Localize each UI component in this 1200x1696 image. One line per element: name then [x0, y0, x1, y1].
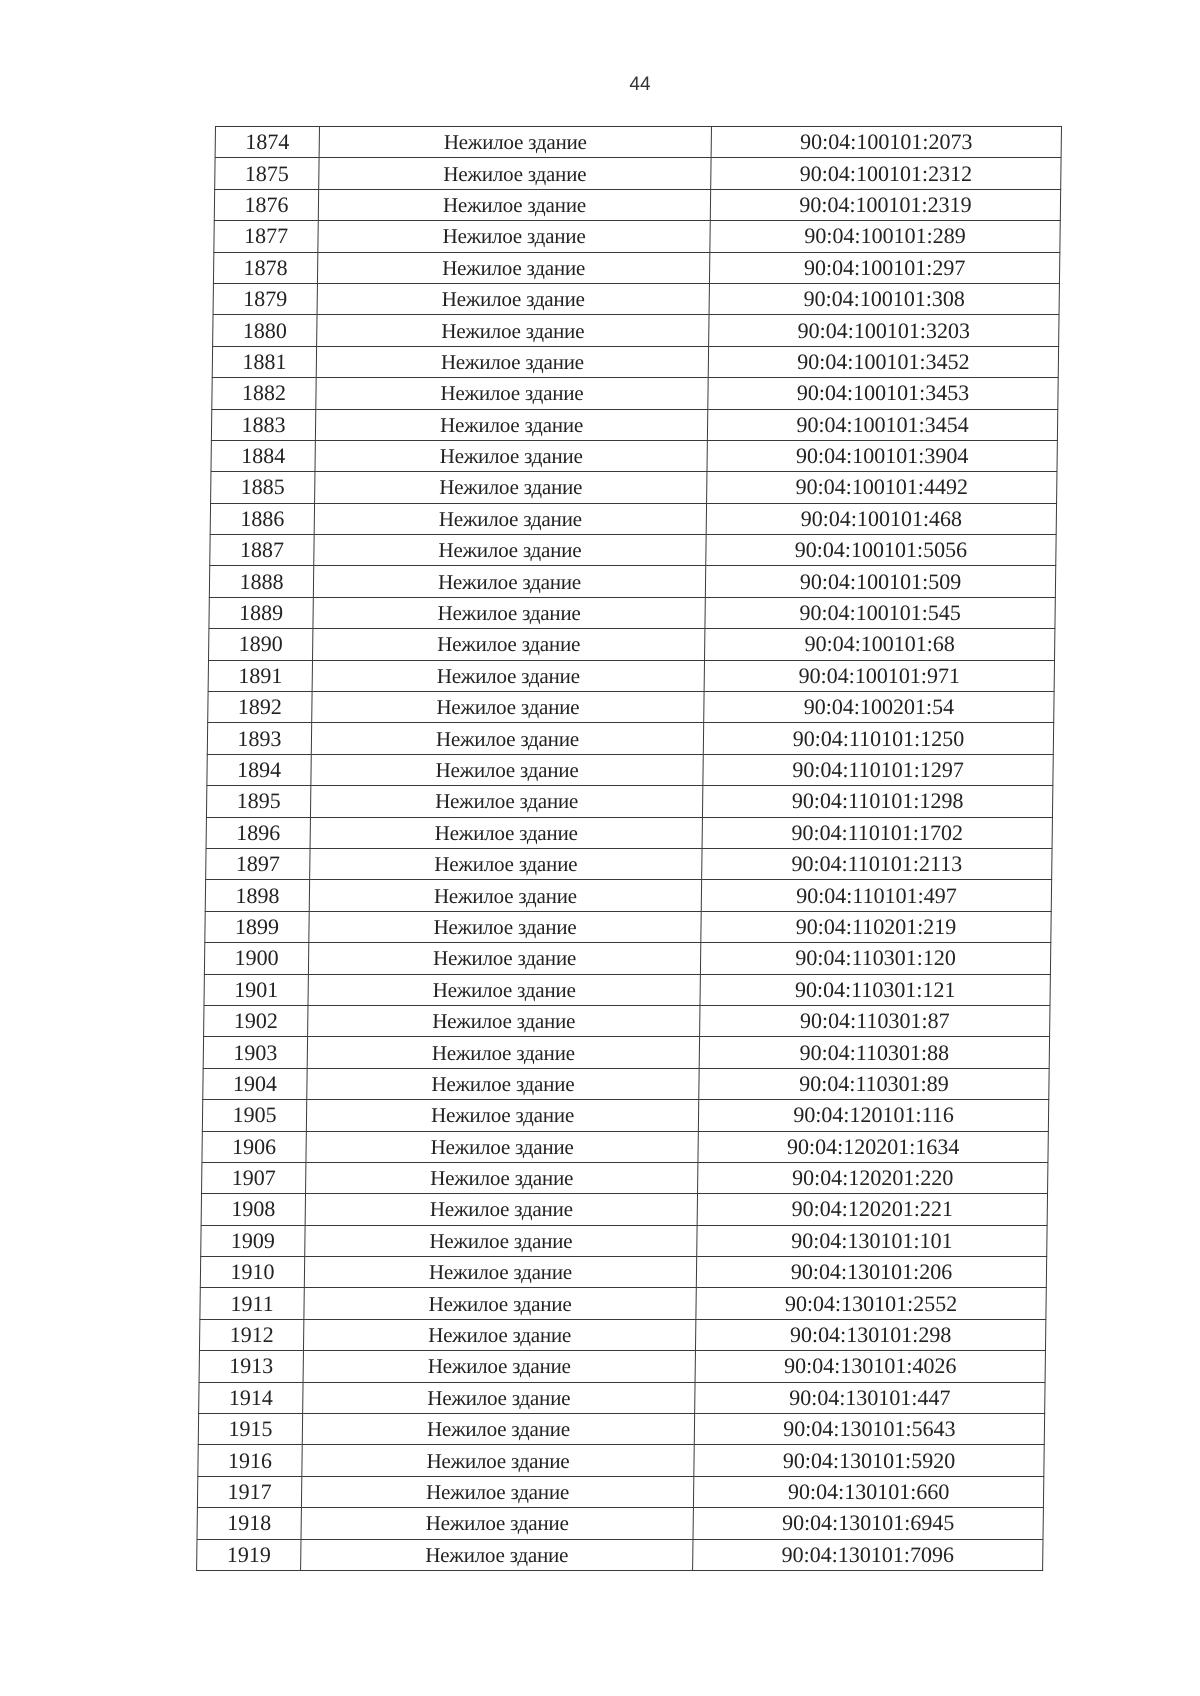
cadastral-number-cell: 90:04:100101:3454 — [707, 409, 1057, 440]
row-number-cell: 1908 — [201, 1194, 305, 1225]
row-number-cell: 1916 — [198, 1445, 302, 1476]
table-row — [208, 692, 1054, 723]
cadastral-number-cell: 90:04:100101:2312 — [711, 158, 1061, 189]
row-number-cell: 1896 — [206, 817, 310, 848]
row-number-cell: 1885 — [211, 472, 315, 503]
row-number-cell: 1892 — [208, 692, 312, 723]
cadastral-number-cell: 90:04:120201:221 — [697, 1194, 1047, 1225]
row-number-cell: 1874 — [215, 127, 319, 158]
object-type-cell: Нежилое здание — [319, 158, 711, 189]
table-row — [210, 503, 1056, 534]
row-number-cell: 1918 — [197, 1508, 301, 1539]
cadastral-number-cell: 90:04:110101:1702 — [702, 817, 1052, 848]
table-row — [211, 440, 1057, 471]
row-number-cell: 1912 — [199, 1319, 303, 1350]
table-row — [202, 1131, 1048, 1162]
cadastral-number-cell: 90:04:100101:971 — [704, 660, 1054, 691]
table-row — [205, 880, 1051, 911]
row-number-cell: 1894 — [207, 754, 311, 785]
cadastral-number-cell: 90:04:100101:289 — [710, 221, 1060, 252]
table-row — [201, 1194, 1047, 1225]
table-row — [211, 472, 1057, 503]
table-row — [199, 1351, 1045, 1382]
cadastral-number-cell: 90:04:130101:447 — [695, 1382, 1045, 1413]
object-type-cell: Нежилое здание — [310, 786, 702, 817]
table-row — [211, 409, 1057, 440]
object-type-cell: Нежилое здание — [312, 692, 704, 723]
row-number-cell: 1883 — [211, 409, 315, 440]
cadastral-number-cell: 90:04:120201:1634 — [698, 1131, 1048, 1162]
table-row — [206, 817, 1052, 848]
object-type-cell: Нежилое здание — [310, 817, 702, 848]
object-type-cell: Нежилое здание — [313, 597, 705, 628]
object-type-cell: Нежилое здание — [307, 1037, 699, 1068]
table-row — [197, 1508, 1043, 1539]
row-number-cell: 1881 — [212, 346, 316, 377]
row-number-cell: 1891 — [208, 660, 312, 691]
row-number-cell: 1893 — [207, 723, 311, 754]
cadastral-number-cell: 90:04:100101:4492 — [707, 472, 1057, 503]
table-row — [202, 1162, 1048, 1193]
cadastral-number-cell: 90:04:100201:54 — [704, 692, 1054, 723]
table-row — [199, 1319, 1045, 1350]
table-row — [212, 378, 1058, 409]
object-type-cell: Нежилое здание — [314, 535, 706, 566]
row-number-cell: 1888 — [209, 566, 313, 597]
row-number-cell: 1903 — [203, 1037, 307, 1068]
object-type-cell: Нежилое здание — [303, 1351, 695, 1382]
cadastral-number-cell: 90:04:130101:5643 — [694, 1414, 1044, 1445]
cadastral-number-cell: 90:04:130101:101 — [697, 1225, 1047, 1256]
object-type-cell: Нежилое здание — [301, 1539, 693, 1570]
table-row — [197, 1539, 1043, 1570]
cadastral-number-cell: 90:04:130101:660 — [693, 1476, 1043, 1507]
table-row — [201, 1225, 1047, 1256]
cadastral-number-cell: 90:04:100101:509 — [705, 566, 1055, 597]
table-row — [208, 660, 1054, 691]
object-type-cell: Нежилое здание — [307, 1068, 699, 1099]
table-row — [203, 1068, 1049, 1099]
object-type-cell: Нежилое здание — [313, 629, 705, 660]
row-number-cell: 1899 — [205, 911, 309, 942]
page-number: 44 — [629, 74, 651, 95]
table-row — [200, 1288, 1046, 1319]
table-row — [202, 1100, 1048, 1131]
cadastral-number-cell: 90:04:100101:5056 — [706, 535, 1056, 566]
table-row — [213, 315, 1059, 346]
property-registry-table — [196, 126, 1062, 1571]
row-number-cell: 1914 — [199, 1382, 303, 1413]
row-number-cell: 1879 — [213, 283, 317, 314]
table-row — [205, 911, 1051, 942]
row-number-cell: 1886 — [210, 503, 314, 534]
cadastral-number-cell: 90:04:100101:2319 — [710, 189, 1060, 220]
object-type-cell: Нежилое здание — [311, 723, 703, 754]
object-type-cell: Нежилое здание — [315, 440, 707, 471]
object-type-cell: Нежилое здание — [306, 1162, 698, 1193]
cadastral-number-cell: 90:04:100101:3452 — [708, 346, 1058, 377]
object-type-cell: Нежилое здание — [306, 1100, 698, 1131]
row-number-cell: 1878 — [213, 252, 317, 283]
table-row — [209, 597, 1055, 628]
cadastral-number-cell: 90:04:130101:2552 — [696, 1288, 1046, 1319]
table-row — [206, 848, 1052, 879]
cadastral-number-cell: 90:04:130101:4026 — [695, 1351, 1045, 1382]
row-number-cell: 1890 — [209, 629, 313, 660]
row-number-cell: 1907 — [202, 1162, 306, 1193]
object-type-cell: Нежилое здание — [309, 911, 701, 942]
row-number-cell: 1895 — [206, 786, 310, 817]
cadastral-number-cell: 90:04:130101:298 — [695, 1319, 1045, 1350]
row-number-cell: 1906 — [202, 1131, 306, 1162]
object-type-cell: Нежилое здание — [302, 1445, 694, 1476]
cadastral-number-cell: 90:04:100101:2073 — [711, 127, 1061, 158]
row-number-cell: 1917 — [197, 1476, 301, 1507]
table-row — [199, 1382, 1045, 1413]
object-type-cell: Нежилое здание — [317, 252, 709, 283]
cadastral-number-cell: 90:04:100101:297 — [709, 252, 1059, 283]
cadastral-number-cell: 90:04:110301:120 — [700, 943, 1050, 974]
object-type-cell: Нежилое здание — [302, 1414, 694, 1445]
row-number-cell: 1875 — [215, 158, 319, 189]
table-row — [198, 1445, 1044, 1476]
cadastral-number-cell: 90:04:110301:87 — [700, 1005, 1050, 1036]
object-type-cell: Нежилое здание — [313, 566, 705, 597]
table-row — [200, 1257, 1046, 1288]
object-type-cell: Нежилое здание — [317, 315, 709, 346]
table-row — [214, 221, 1060, 252]
cadastral-number-cell: 90:04:110201:219 — [701, 911, 1051, 942]
row-number-cell: 1909 — [201, 1225, 305, 1256]
registry-body — [197, 127, 1062, 1571]
cadastral-number-cell: 90:04:130101:5920 — [694, 1445, 1044, 1476]
object-type-cell: Нежилое здание — [318, 189, 710, 220]
object-type-cell: Нежилое здание — [310, 848, 702, 879]
cadastral-number-cell: 90:04:130101:7096 — [693, 1539, 1043, 1570]
cadastral-number-cell: 90:04:100101:468 — [706, 503, 1056, 534]
object-type-cell: Нежилое здание — [304, 1288, 696, 1319]
row-number-cell: 1910 — [200, 1257, 304, 1288]
object-type-cell: Нежилое здание — [301, 1508, 693, 1539]
cadastral-number-cell: 90:04:110301:88 — [699, 1037, 1049, 1068]
table-row — [215, 127, 1061, 158]
object-type-cell: Нежилое здание — [319, 127, 711, 158]
table-row — [214, 189, 1060, 220]
object-type-cell: Нежилое здание — [309, 880, 701, 911]
cadastral-number-cell: 90:04:130101:6945 — [693, 1508, 1043, 1539]
row-number-cell: 1889 — [209, 597, 313, 628]
row-number-cell: 1900 — [204, 943, 308, 974]
row-number-cell: 1915 — [198, 1414, 302, 1445]
object-type-cell: Нежилое здание — [301, 1476, 693, 1507]
row-number-cell: 1902 — [204, 1005, 308, 1036]
cadastral-number-cell: 90:04:100101:308 — [709, 283, 1059, 314]
cadastral-number-cell: 90:04:130101:206 — [696, 1257, 1046, 1288]
object-type-cell: Нежилое здание — [304, 1257, 696, 1288]
object-type-cell: Нежилое здание — [316, 378, 708, 409]
table-row — [204, 943, 1050, 974]
table-row — [207, 754, 1053, 785]
cadastral-number-cell: 90:04:110301:121 — [700, 974, 1050, 1005]
object-type-cell: Нежилое здание — [314, 503, 706, 534]
object-type-cell: Нежилое здание — [305, 1225, 697, 1256]
table-row — [215, 158, 1061, 189]
row-number-cell: 1913 — [199, 1351, 303, 1382]
table-row — [212, 346, 1058, 377]
cadastral-number-cell: 90:04:110101:2113 — [702, 848, 1052, 879]
table-row — [209, 629, 1055, 660]
cadastral-number-cell: 90:04:100101:3904 — [707, 440, 1057, 471]
row-number-cell: 1905 — [202, 1100, 306, 1131]
row-number-cell: 1882 — [212, 378, 316, 409]
cadastral-number-cell: 90:04:110101:1298 — [702, 786, 1052, 817]
row-number-cell: 1911 — [200, 1288, 304, 1319]
cadastral-number-cell: 90:04:100101:545 — [705, 597, 1055, 628]
row-number-cell: 1887 — [210, 535, 314, 566]
cadastral-number-cell: 90:04:100101:68 — [705, 629, 1055, 660]
object-type-cell: Нежилое здание — [303, 1382, 695, 1413]
object-type-cell: Нежилое здание — [316, 346, 708, 377]
row-number-cell: 1884 — [211, 440, 315, 471]
row-number-cell: 1898 — [205, 880, 309, 911]
table-row — [209, 566, 1055, 597]
cadastral-number-cell: 90:04:120201:220 — [698, 1162, 1048, 1193]
row-number-cell: 1904 — [203, 1068, 307, 1099]
cadastral-number-cell: 90:04:100101:3203 — [709, 315, 1059, 346]
object-type-cell: Нежилое здание — [318, 221, 710, 252]
cadastral-number-cell: 90:04:110101:1297 — [703, 754, 1053, 785]
object-type-cell: Нежилое здание — [308, 1005, 700, 1036]
table-row — [210, 535, 1056, 566]
table-row — [204, 974, 1050, 1005]
table-row — [204, 1005, 1050, 1036]
row-number-cell: 1876 — [214, 189, 318, 220]
object-type-cell: Нежилое здание — [308, 943, 700, 974]
object-type-cell: Нежилое здание — [311, 754, 703, 785]
table-row — [213, 283, 1059, 314]
table-row — [206, 786, 1052, 817]
object-type-cell: Нежилое здание — [308, 974, 700, 1005]
row-number-cell: 1919 — [197, 1539, 301, 1570]
table-row — [203, 1037, 1049, 1068]
row-number-cell: 1877 — [214, 221, 318, 252]
cadastral-number-cell: 90:04:100101:3453 — [708, 378, 1058, 409]
row-number-cell: 1897 — [206, 848, 310, 879]
table-row — [213, 252, 1059, 283]
row-number-cell: 1880 — [213, 315, 317, 346]
cadastral-number-cell: 90:04:110301:89 — [699, 1068, 1049, 1099]
object-type-cell: Нежилое здание — [305, 1194, 697, 1225]
row-number-cell: 1901 — [204, 974, 308, 1005]
object-type-cell: Нежилое здание — [306, 1131, 698, 1162]
object-type-cell: Нежилое здание — [315, 472, 707, 503]
cadastral-number-cell: 90:04:120101:116 — [698, 1100, 1048, 1131]
object-type-cell: Нежилое здание — [303, 1319, 695, 1350]
object-type-cell: Нежилое здание — [315, 409, 707, 440]
object-type-cell: Нежилое здание — [312, 660, 704, 691]
table-row — [198, 1414, 1044, 1445]
object-type-cell: Нежилое здание — [317, 283, 709, 314]
cadastral-number-cell: 90:04:110101:497 — [701, 880, 1051, 911]
cadastral-number-cell: 90:04:110101:1250 — [703, 723, 1053, 754]
table-row — [207, 723, 1053, 754]
table-row — [197, 1476, 1043, 1507]
